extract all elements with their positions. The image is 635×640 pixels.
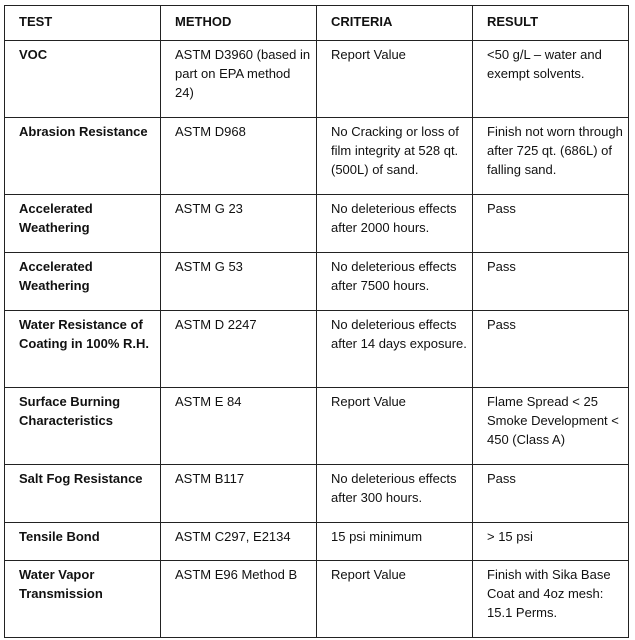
criteria-cell: Report Value [317, 388, 473, 465]
result-cell: Finish with Sika Base Coat and 4oz mesh: 15.1 Perms. [473, 561, 629, 638]
criteria-cell: Report Value [317, 41, 473, 118]
test-cell: Tensile Bond [5, 523, 161, 561]
header-criteria: CRITERIA [317, 6, 473, 41]
method-cell: ASTM D3960 (based in part on EPA method 24) [161, 41, 317, 118]
test-cell: Water Vapor Transmission [5, 561, 161, 638]
criteria-cell: No deleterious effects after 300 hours. [317, 465, 473, 523]
test-cell: Accelerated Weathering [5, 253, 161, 311]
method-cell: ASTM D 2247 [161, 311, 317, 388]
table-row [5, 118, 629, 195]
result-cell: Pass [473, 253, 629, 311]
criteria-cell: No deleterious effects after 7500 hours. [317, 253, 473, 311]
criteria-cell: No deleterious effects after 14 days exposure. [317, 311, 473, 388]
result-cell: Pass [473, 311, 629, 388]
result-cell: Finish not worn through after 725 qt. (686L) of falling sand. [473, 118, 629, 195]
method-cell: ASTM E 84 [161, 388, 317, 465]
table-row [5, 311, 629, 388]
table-row [5, 253, 629, 311]
method-cell: ASTM G 53 [161, 253, 317, 311]
method-cell: ASTM G 23 [161, 195, 317, 253]
criteria-cell: No Cracking or loss of film integrity at 528 qt. (500L) of sand. [317, 118, 473, 195]
test-cell: Accelerated Weathering [5, 195, 161, 253]
method-cell: ASTM D968 [161, 118, 317, 195]
result-cell: Pass [473, 195, 629, 253]
result-cell: > 15 psi [473, 523, 629, 561]
test-cell: Salt Fog Resistance [5, 465, 161, 523]
header-method: METHOD [161, 6, 317, 41]
test-cell: Water Resistance of Coating in 100% R.H. [5, 311, 161, 388]
table-header-row [5, 6, 629, 41]
test-cell: Abrasion Resistance [5, 118, 161, 195]
method-cell: ASTM B117 [161, 465, 317, 523]
method-cell: ASTM E96 Method B [161, 561, 317, 638]
method-cell: ASTM C297, E2134 [161, 523, 317, 561]
test-results-table [4, 5, 629, 638]
test-cell: VOC [5, 41, 161, 118]
table-row [5, 465, 629, 523]
result-cell: <50 g/L – water and exempt solvents. [473, 41, 629, 118]
result-cell: Pass [473, 465, 629, 523]
criteria-cell: Report Value [317, 561, 473, 638]
criteria-cell: No deleterious effects after 2000 hours. [317, 195, 473, 253]
criteria-cell: 15 psi minimum [317, 523, 473, 561]
table-row [5, 195, 629, 253]
table-row [5, 41, 629, 118]
header-test: TEST [5, 6, 161, 41]
table-row [5, 561, 629, 638]
header-result: RESULT [473, 6, 629, 41]
result-cell: Flame Spread < 25 Smoke Development < 450 (Class A) [473, 388, 629, 465]
test-cell: Surface Burning Characteristics [5, 388, 161, 465]
table-row [5, 523, 629, 561]
table-row [5, 388, 629, 465]
